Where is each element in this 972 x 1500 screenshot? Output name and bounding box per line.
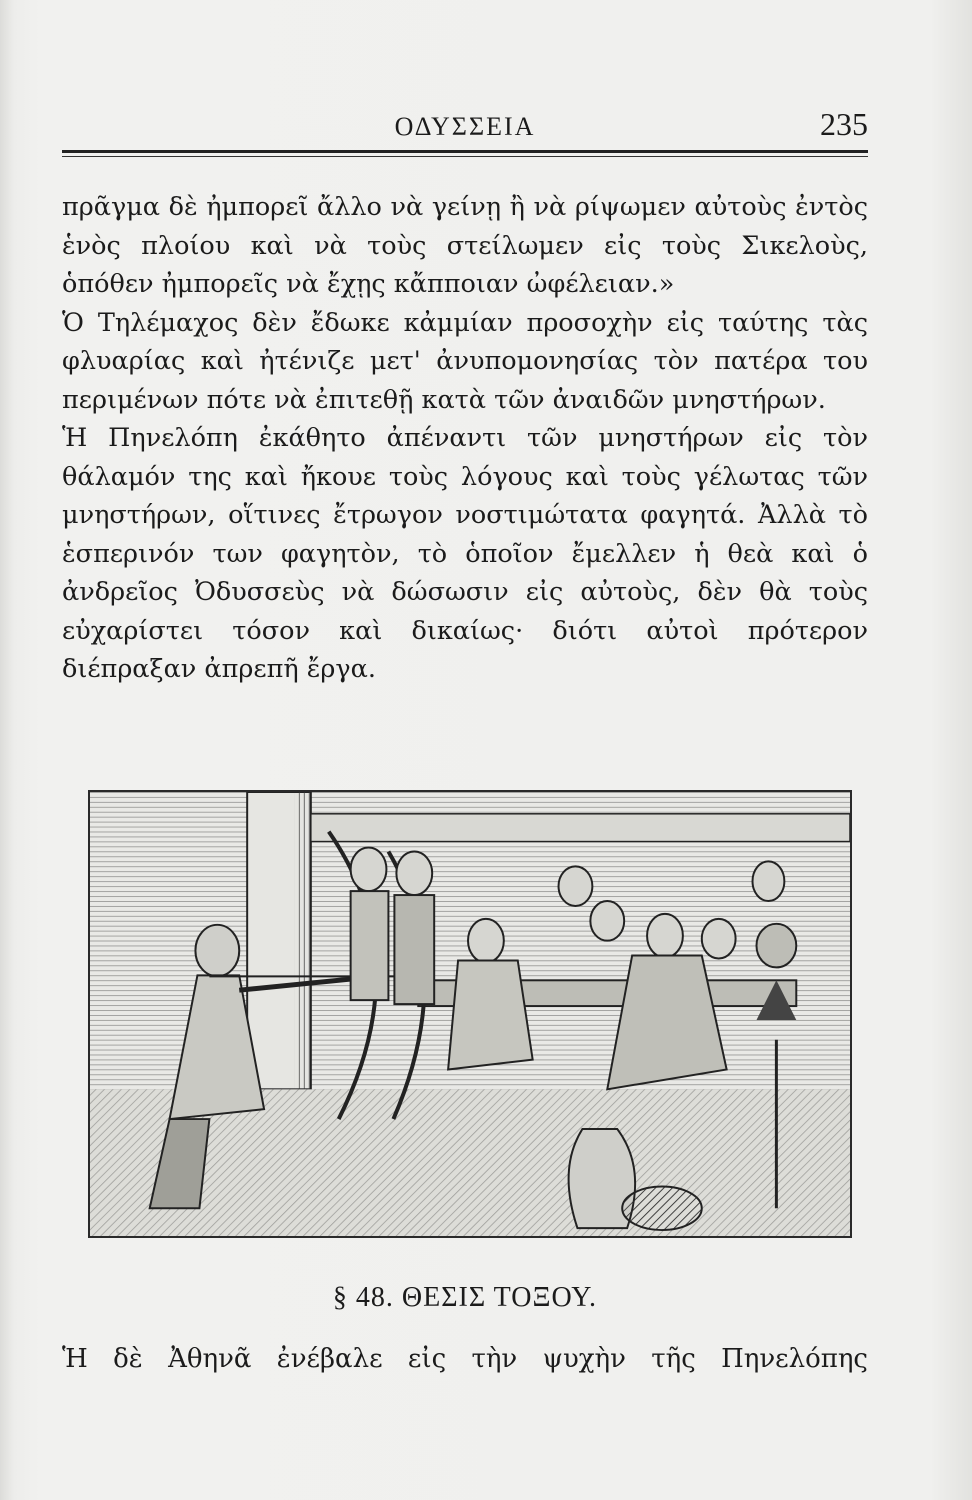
page-number: 235 [820, 106, 868, 142]
page-header [62, 106, 868, 152]
section-heading: § 48. ΘΕΣΙΣ ΤΟΞΟΥ. [332, 1282, 598, 1313]
header-rule-thick [62, 150, 868, 153]
paragraph-1: πρᾶγμα δὲ ἠμπορεῖ ἄλλο νὰ γείνῃ ἢ νὰ ρίψωμεν αὐτοὺς ἐντὸς ἑνὸς πλοίου καὶ νὰ τοὺς στείλωμεν εἰς τοὺς Σικελοὺς, ὁπόθεν ἠμπορεῖς νὰ ἔχῃς κἄπποιαν ὠφέλειαν.» [62, 192, 868, 299]
running-title: ΟΔΥΣΣΕΙΑ [394, 112, 536, 141]
header-rule-thin [62, 156, 868, 157]
engraving-archer-scene [90, 792, 850, 1236]
engraving-illustration [88, 790, 852, 1238]
paragraph-2: Ὁ Τηλέμαχος δὲν ἔδωκε κἀμμίαν προσοχὴν εἰς ταύτης τὰς φλυαρίας καὶ ἠτένιζε μετ' ἀνυπομονησίας τὸν πατέρα του περιμένων πότε νὰ ἐπιτεθῇ κατὰ τῶν ἀναιδῶν μνηστήρων. [62, 307, 868, 415]
paragraph-3: Ἡ Πηνελόπη ἐκάθητο ἀπέναντι τῶν μνηστήρων εἰς τὸν θάλαμόν της καὶ ἤκουε τοὺς λόγους καὶ τοὺς γέλωτας τῶν μνηστήρων, οἵτινες ἔτρωγον νοστιμώτατα φαγητά. Ἀλλὰ τὸ ἑσπερινόν των φαγητὸν, τὸ ὁποῖον ἔμελλεν ἡ θεὰ καὶ ὁ ἀνδρεῖος Ὀδυσσεὺς νὰ δώσωσιν εἰς αὐτοὺς, δὲν θὰ τοὺς εὐχαρίστει τόσον καὶ δικαίως· διότι αὐτοὶ πρότερον διέπραξαν ἀπρεπῆ ἔργα. [62, 423, 868, 684]
body-text [62, 188, 868, 689]
last-text-line: Ἡ δὲ Ἀθηνᾶ ἐνέβαλε εἰς τὴν ψυχὴν τῆς Πηνελόπης [62, 1344, 868, 1374]
